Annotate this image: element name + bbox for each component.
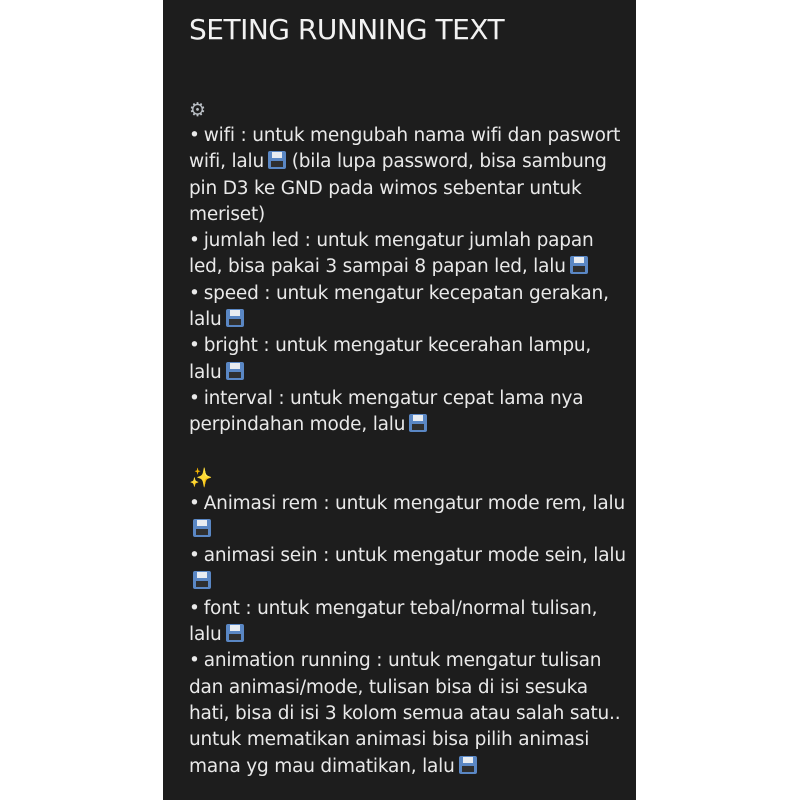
item-text: font : untuk mengatur tebal/normal tulisan, lalu (189, 597, 598, 646)
page-title: SETING RUNNING TEXT (189, 13, 505, 46)
bullet: • (189, 545, 200, 567)
item-text: animasi sein : untuk mengatur mode sein, lalu (203, 545, 626, 567)
item-tail: (bila lupa password, bisa sambung pin D3 ke GND pada wimos sebentar untuk meriset) (189, 151, 607, 225)
item-text: jumlah led : untuk mengatur jumlah papan led, bisa pakai 3 sampai 8 papan led, lalu (189, 230, 594, 278)
floppy-disk-icon (409, 414, 427, 432)
floppy-disk-icon (226, 362, 244, 380)
item-text: animation running : untuk mengatur tulisan dan animasi/mode, tulisan bisa di isi sesuka hati, bisa di isi 3 kolom semua atau salah satu.. untuk mematikan animasi bisa pilih animasi mana yg mau dimatikan, lalu (189, 650, 621, 777)
floppy-disk-icon (459, 756, 477, 774)
bullet: • (189, 230, 200, 252)
list-item (189, 386, 629, 439)
bullet: • (189, 125, 200, 146)
bullet: • (189, 282, 200, 304)
item-text: speed : untuk mengatur kecepatan gerakan, lalu (189, 282, 609, 331)
floppy-disk-icon (193, 519, 211, 537)
floppy-disk-icon (226, 309, 244, 327)
list-item (189, 333, 629, 386)
list-item (189, 123, 629, 228)
list-item (189, 281, 629, 334)
bullet: • (189, 597, 200, 619)
floppy-disk-icon (268, 151, 286, 169)
list-item (189, 596, 629, 649)
list-item (189, 228, 629, 281)
screen (163, 0, 636, 800)
bullet: • (189, 492, 200, 514)
bullet: • (189, 650, 200, 672)
dizzy-icon: ✨ (189, 466, 213, 489)
floppy-disk-icon (226, 624, 244, 642)
section-settings (189, 98, 636, 439)
item-text: bright : untuk mengatur kecerahan lampu, lalu (189, 335, 592, 383)
list-item (189, 543, 629, 596)
bullet: • (189, 335, 200, 357)
bullet: • (189, 387, 200, 409)
section-animation (189, 466, 636, 780)
list-item (189, 648, 629, 779)
item-text: interval : untuk mengatur cepat lama nya perpindahan mode, lalu (189, 387, 584, 436)
item-text: wifi : untuk mengubah nama wifi dan paswort wifi, lalu (189, 125, 621, 173)
gear-icon: ⚙ (189, 99, 207, 121)
list-item (189, 491, 629, 544)
floppy-disk-icon (570, 256, 588, 274)
floppy-disk-icon (193, 571, 211, 589)
item-text: Animasi rem : untuk mengatur mode rem, lalu (203, 492, 625, 514)
